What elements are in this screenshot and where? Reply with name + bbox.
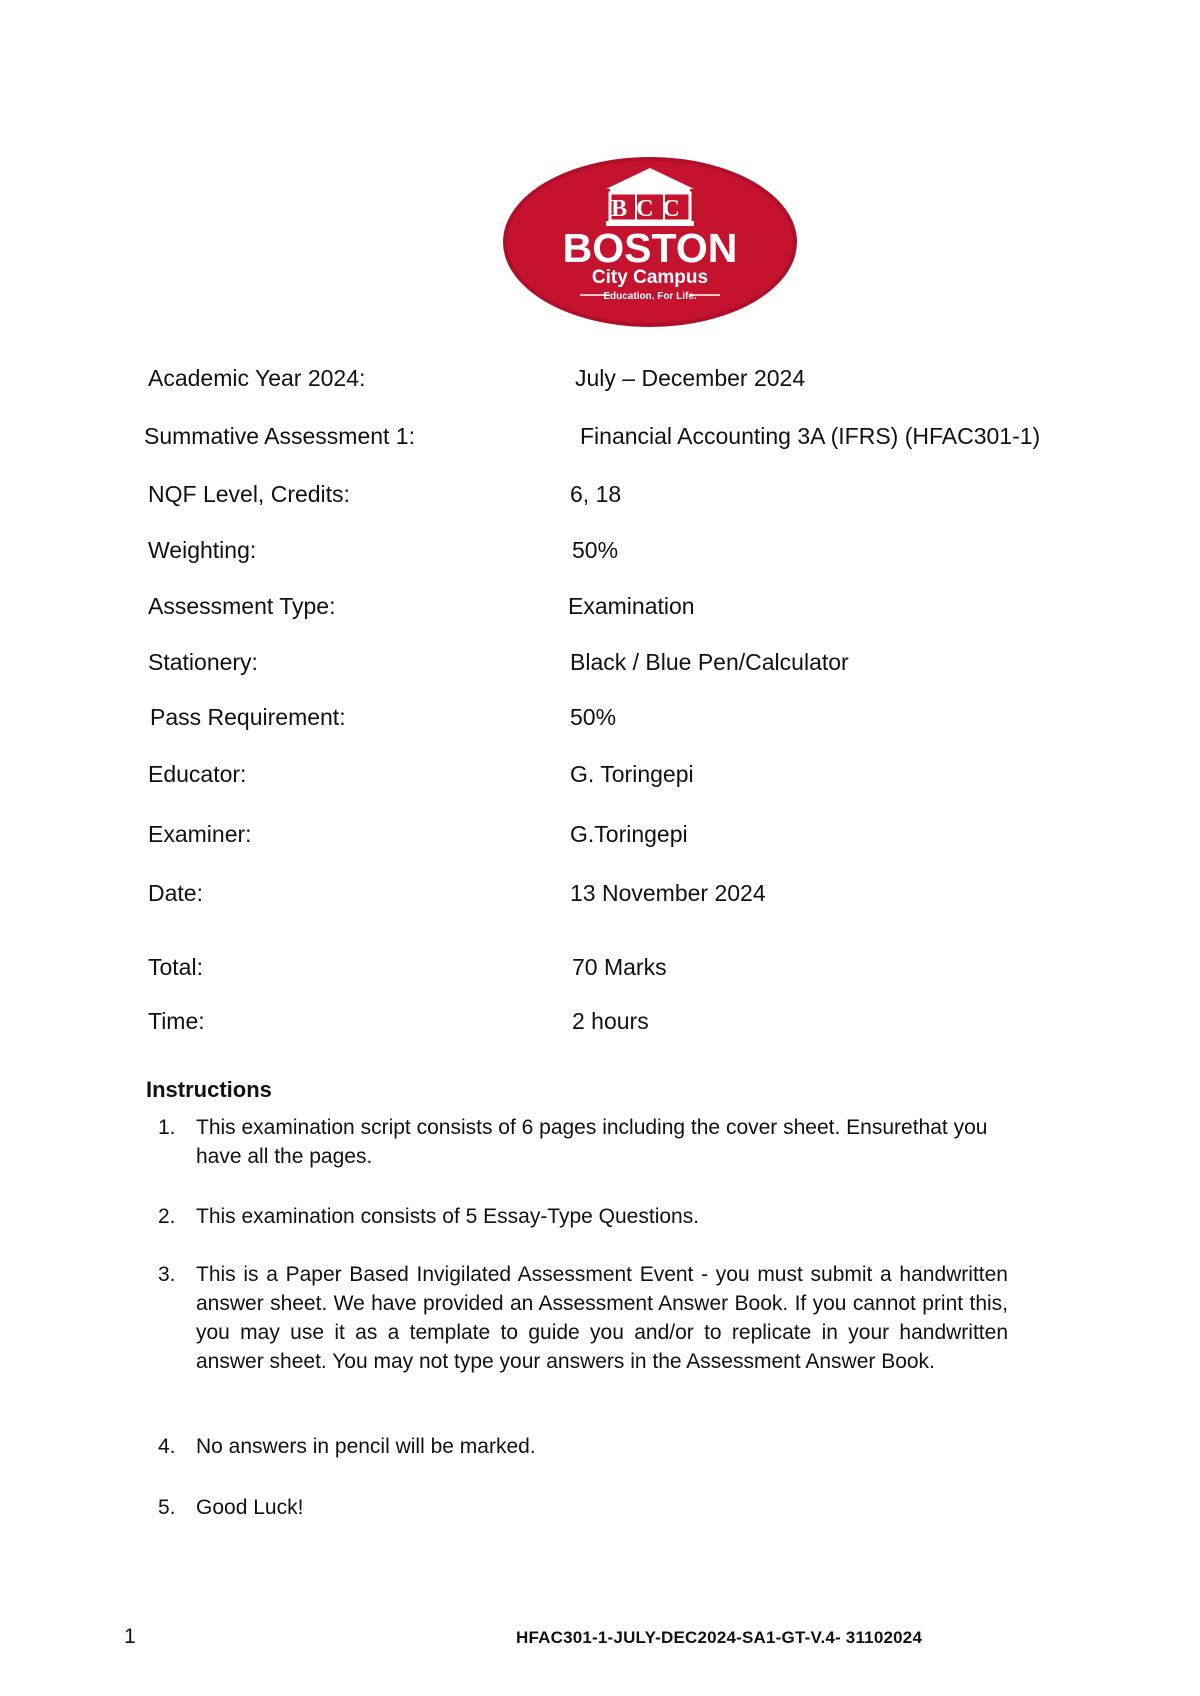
logo-initials: BCC [611, 196, 689, 222]
detail-label: Assessment Type: [148, 593, 336, 619]
detail-value: G.Toringepi [570, 821, 688, 847]
detail-value: 70 Marks [572, 954, 667, 980]
detail-label: Weighting: [148, 537, 257, 563]
detail-label: NQF Level, Credits: [148, 481, 350, 507]
instruction-item [158, 1432, 1008, 1461]
instruction-number: 3. [158, 1263, 176, 1286]
detail-label: Examiner: [148, 821, 252, 847]
page-number: 1 [124, 1625, 136, 1648]
instruction-item [158, 1260, 1008, 1376]
document-code: HFAC301-1-JULY-DEC2024-SA1-GT-V.4- 31102024 [516, 1628, 923, 1647]
detail-label: Stationery: [148, 649, 258, 675]
instruction-number: 5. [158, 1496, 176, 1519]
detail-value: 2 hours [572, 1008, 649, 1034]
detail-value: Financial Accounting 3A (IFRS) (HFAC301-1) [580, 423, 1041, 449]
detail-value: July – December 2024 [575, 365, 806, 391]
logo-campus: City Campus [591, 267, 709, 288]
detail-value: 50% [572, 537, 619, 563]
instruction-text: This examination script consists of 6 pages including the cover sheet. Ensurethat you have all the pages. [196, 1116, 988, 1168]
detail-label: Academic Year 2024: [148, 365, 366, 391]
boston-city-campus-logo [500, 155, 800, 330]
detail-label: Summative Assessment 1: [144, 423, 415, 449]
detail-label: Educator: [148, 761, 247, 787]
logo-tagline: Education. For Life. [603, 291, 697, 302]
instructions-heading: Instructions [146, 1077, 272, 1102]
instruction-number: 4. [158, 1435, 176, 1458]
instruction-number: 1. [158, 1116, 176, 1139]
instruction-text: Good Luck! [196, 1496, 304, 1519]
instruction-item [158, 1202, 1008, 1231]
detail-label: Pass Requirement: [150, 704, 346, 730]
detail-value: Black / Blue Pen/Calculator [570, 649, 849, 675]
logo-emblem [500, 155, 800, 330]
instruction-number: 2. [158, 1205, 176, 1228]
detail-label: Time: [148, 1008, 205, 1034]
instruction-text: This is a Paper Based Invigilated Assessment Event - you must submit a handwritten answer sheet. We have provided an Assessment Answer Book. If you cannot print this, you may use it as a template to guide you and/or to replicate in your handwritten answer sheet. You may not type your answers in the Assessment Answer Book. [196, 1263, 1008, 1373]
instruction-text: No answers in pencil will be marked. [196, 1435, 536, 1458]
detail-value: 6, 18 [570, 481, 622, 507]
detail-value: 50% [570, 704, 617, 730]
logo-name: BOSTON [562, 225, 738, 271]
instruction-item [158, 1113, 1008, 1171]
detail-label: Total: [148, 954, 203, 980]
instruction-text: This examination consists of 5 Essay-Type Questions. [196, 1205, 700, 1228]
detail-label: Date: [148, 880, 203, 906]
detail-value: Examination [568, 593, 695, 619]
instruction-item [158, 1493, 1008, 1522]
detail-value: 13 November 2024 [570, 880, 766, 906]
detail-value: G. Toringepi [570, 761, 694, 787]
